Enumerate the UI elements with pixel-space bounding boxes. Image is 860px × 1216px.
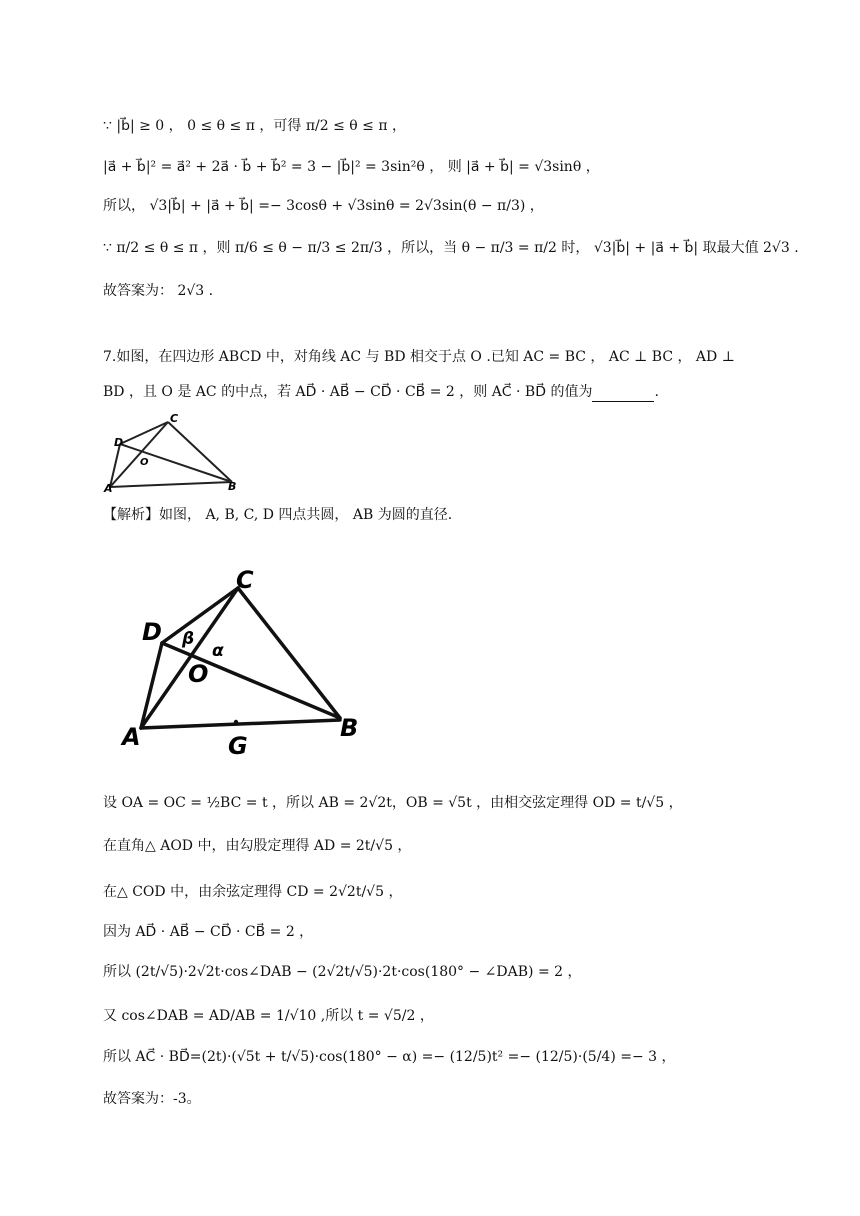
final-answer: 故答案为：-3。 xyxy=(103,1091,201,1107)
solution-step-3: 在△ COD 中，由余弦定理得 CD = 2√2t/√5 ， xyxy=(103,884,403,900)
small-quadrilateral-figure xyxy=(100,410,242,494)
question-7-line-1: 7.如图，在四边形 ABCD 中，对角线 AC 与 BD 相交于点 O .已知 AC = BC ， AC ⊥ BC ， AD ⊥ xyxy=(103,349,735,365)
large-label-c: C xyxy=(236,566,254,594)
question-7-line-2 xyxy=(103,382,659,402)
question-7-text: BD ，且 O 是 AC 的中点，若 AD⃗ · AB⃗ − CD⃗ · CB⃗ = 2 ，则 AC⃗ · BD⃗ 的值为 xyxy=(103,384,593,400)
question-7-end: . xyxy=(654,384,659,400)
small-label-d: D xyxy=(114,436,124,449)
large-label-g: G xyxy=(228,732,248,760)
answer-blank xyxy=(592,387,654,402)
line-sum-squared: |a⃗ + b⃗|² = a⃗² + 2a⃗ · b⃗ + b⃗² = 3 − |b⃗|² = 3sin²θ ， 则 |a⃗ + b⃗| = √3sinθ ， xyxy=(103,159,600,175)
small-label-a: A xyxy=(104,482,113,494)
small-label-b: B xyxy=(228,480,237,493)
solution-step-4: 因为 AD⃗ · AB⃗ − CD⃗ · CB⃗ = 2 ， xyxy=(103,924,314,940)
small-label-c: C xyxy=(170,412,179,425)
large-quadrilateral-figure xyxy=(112,560,372,760)
solution-step-6: 又 cos∠DAB = AD/AB = 1/√10 ,所以 t = √5/2 ， xyxy=(103,1008,434,1024)
large-label-beta: β xyxy=(182,629,195,649)
solution-step-5: 所以 (2t/√5)·2√2t·cos∠DAB − (2√2t/√5)·2t·cos(180° − ∠DAB) = 2 ， xyxy=(103,964,582,980)
solution-step-7: 所以 AC⃗ · BD⃗=(2t)·(√5t + t/√5)·cos(180° − α) =− (12/5)t² =− (12/5)·(5/4) =− 3 ， xyxy=(103,1049,676,1065)
solution-step-2: 在直角△ AOD 中，由勾股定理得 AD = 2t/√5 ， xyxy=(103,838,412,854)
line-max-value: ∵ π/2 ≤ θ ≤ π ，则 π/6 ≤ θ − π/3 ≤ 2π/3 ，所以，当 θ − π/3 = π/2 时， √3|b⃗| + |a⃗ + b⃗| 取最大值 2√3 . xyxy=(103,240,799,256)
large-label-a: A xyxy=(122,723,141,751)
large-label-d: D xyxy=(142,618,162,646)
line-so-expression: 所以， √3|b⃗| + |a⃗ + b⃗| =− 3cosθ + √3sinθ = 2√3sin(θ − π/3) ， xyxy=(103,198,544,214)
line-answer-1: 故答案为： 2√3 . xyxy=(103,283,214,299)
midpoint-g-dot xyxy=(234,720,238,724)
large-label-alpha: α xyxy=(212,641,224,661)
large-label-o: O xyxy=(188,660,209,688)
small-label-o: O xyxy=(140,457,149,468)
analysis-intro: 【解析】如图， A, B, C, D 四点共圆， AB 为圆的直径. xyxy=(103,507,453,523)
solution-step-1: 设 OA = OC = ½BC = t ，所以 AB = 2√2t，OB = √5t ，由相交弦定理得 OD = t/√5 ， xyxy=(103,795,683,811)
large-label-b: B xyxy=(340,714,359,742)
line-b-nonneg: ∵ |b⃗| ≥ 0 ， 0 ≤ θ ≤ π ，可得 π/2 ≤ θ ≤ π ， xyxy=(103,118,406,134)
